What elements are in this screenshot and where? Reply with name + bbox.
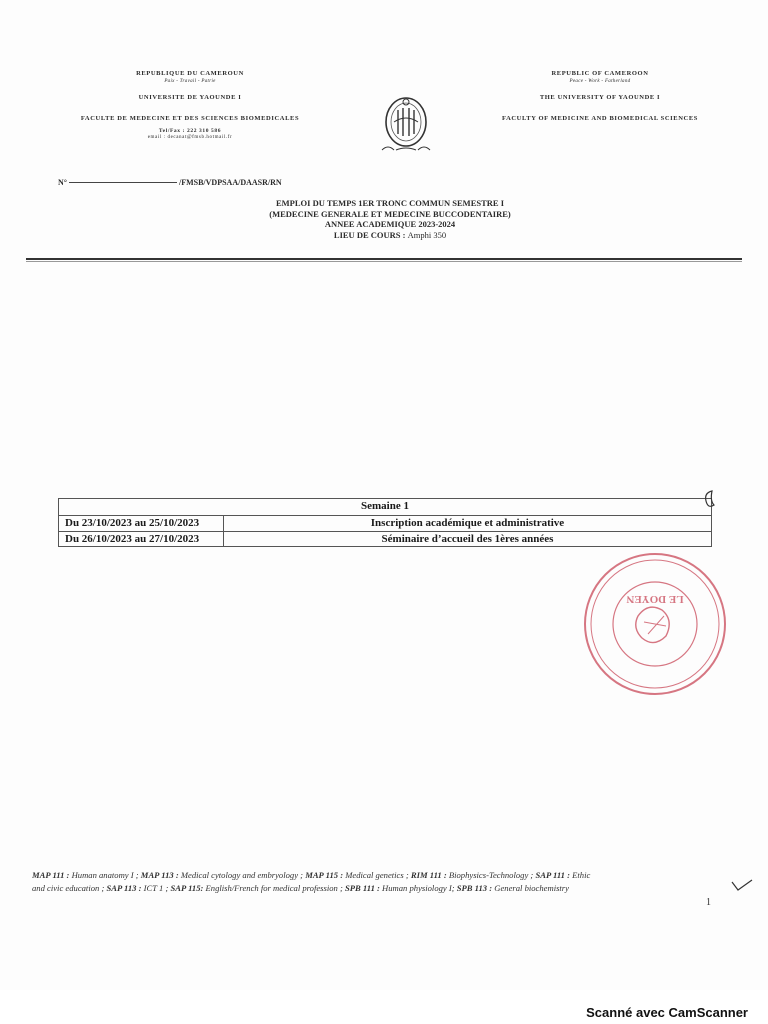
header-country-fr: REPUBLIQUE DU CAMEROUN: [136, 70, 244, 77]
row-activity: Inscription académique et administrative: [224, 516, 712, 532]
scanner-watermark: Scanné avec CamScanner: [586, 1005, 748, 1020]
legend-name: Medical genetics ;: [345, 870, 409, 880]
dean-stamp-icon: [578, 550, 732, 698]
checkmark-icon: [730, 878, 754, 894]
reference-prefix: N°: [58, 178, 67, 187]
header-university-en: THE UNIVERSITY OF YAOUNDE I: [539, 93, 661, 101]
header-country-en: REPUBLIC OF CAMEROON: [551, 70, 649, 77]
reference-blank: [69, 182, 177, 183]
schedule-table: [58, 498, 712, 547]
legend-code: SPB 111 :: [345, 882, 380, 893]
legend-line-1: [32, 869, 744, 882]
legend-line-2: [32, 882, 744, 895]
legend-name: Ethic: [572, 870, 591, 880]
legend-code: MAP 111 :: [32, 870, 70, 880]
header-faculty-fr: FACULTE DE MEDECINE ET DES SCIENCES BIOMEDICALES: [80, 114, 300, 122]
course-location-value: Amphi 350: [407, 229, 447, 240]
legend-code: MAP 115 :: [305, 870, 344, 880]
legend-name: Biophysics-Technology ;: [448, 870, 534, 880]
header-university-fr: UNIVERSITE DE YAOUNDE I: [138, 93, 242, 101]
schedule-week-row: [59, 499, 712, 516]
page-number: 1: [706, 897, 711, 908]
header-left-block: [60, 70, 320, 141]
table-row: [59, 531, 712, 547]
header-divider: [26, 258, 742, 260]
legend-code: MAP 113 :: [140, 870, 179, 880]
legend-code: RIM 111 :: [410, 870, 447, 880]
table-row: [59, 516, 712, 532]
course-location: [200, 230, 580, 241]
header-faculty-en: FACULTY OF MEDICINE AND BIOMEDICAL SCIENCES: [502, 114, 698, 122]
handwritten-mark-icon: [700, 487, 718, 515]
header-email: email : decanat@fmsb.hotmail.fr: [147, 134, 233, 140]
header-divider-thin: [26, 261, 742, 262]
legend-name: Medical cytology and embryology ;: [180, 870, 304, 880]
course-code-legend: [32, 869, 744, 895]
week-heading: Semaine 1: [59, 499, 712, 516]
stamp-title: LE DOYEN: [626, 593, 684, 605]
header-tel: Tel/Fax : 222 310 586: [158, 128, 222, 135]
legend-name: Human physiology I;: [382, 882, 455, 893]
course-location-label: LIEU DE COURS :: [333, 229, 406, 240]
row-date: Du 26/10/2023 au 27/10/2023: [59, 531, 224, 547]
university-crest-icon: [374, 92, 440, 158]
title-line-3: ANNEE ACADEMIQUE 2023-2024: [324, 219, 456, 230]
legend-code: SAP 111 :: [535, 870, 570, 880]
document-title: [200, 198, 580, 241]
reference-code: /FMSB/VDPSAA/DAASR/RN: [178, 178, 282, 187]
legend-code: SPB 113 :: [456, 882, 493, 893]
legend-name: and civic education ;: [32, 882, 105, 893]
row-activity: Séminaire d’accueil des 1ères années: [224, 531, 712, 547]
legend-name: ICT 1 ;: [143, 882, 169, 893]
header-motto-en: Peace - Work - Fatherland: [569, 78, 631, 84]
legend-name: English/French for medical profession ;: [205, 882, 343, 893]
legend-code: SAP 113 :: [106, 882, 142, 893]
reference-number: [58, 178, 282, 187]
legend-code: SAP 115:: [170, 882, 204, 893]
row-date: Du 23/10/2023 au 25/10/2023: [59, 516, 224, 532]
legend-name: General biochemistry: [494, 882, 569, 893]
legend-name: Human anatomy I ;: [71, 870, 139, 880]
title-line-1: EMPLOI DU TEMPS 1ER TRONC COMMUN SEMESTRE I: [275, 198, 505, 208]
header-right-block: [480, 70, 720, 135]
title-line-2: (MEDECINE GENERALE ET MEDECINE BUCCODENTAIRE): [269, 208, 511, 219]
header-motto-fr: Paix - Travail - Patrie: [164, 78, 216, 84]
